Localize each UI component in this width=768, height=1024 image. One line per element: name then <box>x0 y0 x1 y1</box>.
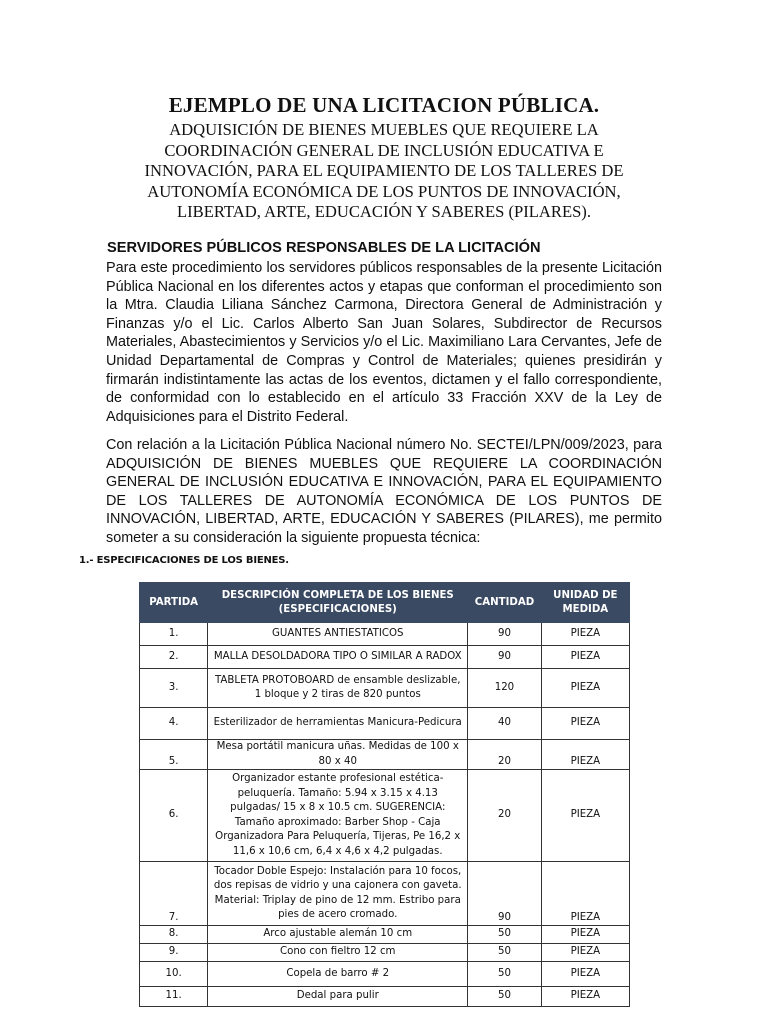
cell-partida: 8. <box>140 926 208 944</box>
cell-unidad: PIEZA <box>541 740 629 770</box>
paragraph-responsables: Para este procedimiento los servidores públicos responsables de la presente Licitación Pública Nacional en los diferentes actos y etapas que conforman el procedimiento son la Mtra. Claudia Liliana Sánchez Carmona, Directora General de Administración y Finanzas y/o el Lic. Carlos Alberto San Juan Solares, Subdirector de Recursos Materiales, Abastecimientos y Servicios y/o el Lic. Maximiliano Lara Cervantes, Jefe de Unidad Departamental de Compras y Control de Materiales; quienes presidirán y firmarán indistintamente las actas de los eventos, dictamen y el fallo correspondiente, de conformidad con lo establecido en el artículo 33 Fracción XXV de la Ley de Adquisiciones para el Distrito Federal. <box>106 260 662 425</box>
cell-descripcion: Organizador estante profesional estética-peluquería. Tamaño: 5.94 x 3.15 x 4.13 pulgadas/ 15 x 8 x 10.5 cm. SUGERENCIA: Tamaño aproximado: Barber Shop - Caja Organizadora Para Peluquería, Tijeras, Pe 16,2 x 11,6 x 10,6 cm, 6,4 x 4,6 x 4,2 pulgadas. <box>208 770 468 862</box>
table-header-row <box>140 583 630 623</box>
document-subtitle: ADQUISICIÓN DE BIENES MUEBLES QUE REQUIERE LA COORDINACIÓN GENERAL DE INCLUSIÓN EDUCATIVA E INNOVACIÓN, PARA EL EQUIPAMIENTO DE LOS TALLERES DE AUTONOMÍA ECONÓMICA DE LOS PUNTOS DE INNOVACIÓN, LIBERTAD, ARTE, EDUCACIÓN Y SABERES (PILARES). <box>144 120 624 221</box>
cell-partida: 4. <box>140 708 208 740</box>
specs-heading: 1.- ESPECIFICACIONES DE LOS BIENES. <box>79 555 289 566</box>
cell-partida: 3. <box>140 669 208 708</box>
cell-cantidad: 90 <box>468 646 542 669</box>
cell-descripcion: Esterilizador de herramientas Manicura-Pedicura <box>208 708 468 740</box>
cell-descripcion: GUANTES ANTIESTATICOS <box>208 623 468 646</box>
table-row <box>140 646 630 669</box>
cell-cantidad: 50 <box>468 926 542 944</box>
cell-cantidad: 90 <box>468 862 542 926</box>
cell-cantidad: 20 <box>468 770 542 862</box>
table-row <box>140 926 630 944</box>
cell-unidad: PIEZA <box>541 944 629 962</box>
table-row <box>140 669 630 708</box>
cell-descripcion: MALLA DESOLDADORA TIPO O SIMILAR A RADOX <box>208 646 468 669</box>
cell-cantidad: 120 <box>468 669 542 708</box>
cell-unidad: PIEZA <box>541 770 629 862</box>
cell-unidad: PIEZA <box>541 669 629 708</box>
cell-descripcion: TABLETA PROTOBOARD de ensamble deslizable, 1 bloque y 2 tiras de 820 puntos <box>208 669 468 708</box>
specs-table <box>139 582 630 1007</box>
cell-unidad: PIEZA <box>541 708 629 740</box>
header-partida: PARTIDA <box>140 583 208 623</box>
section-heading: SERVIDORES PÚBLICOS RESPONSABLES DE LA LICITACIÓN <box>107 240 541 256</box>
cell-descripcion: Dedal para pulir <box>208 987 468 1007</box>
cell-partida: 11. <box>140 987 208 1007</box>
table-row <box>140 862 630 926</box>
table-row <box>140 944 630 962</box>
cell-partida: 10. <box>140 962 208 987</box>
cell-partida: 7. <box>140 862 208 926</box>
cell-unidad: PIEZA <box>541 623 629 646</box>
cell-cantidad: 50 <box>468 962 542 987</box>
cell-cantidad: 90 <box>468 623 542 646</box>
document-title: EJEMPLO DE UNA LICITACION PÚBLICA. <box>168 93 600 117</box>
table-row <box>140 987 630 1007</box>
cell-unidad: PIEZA <box>541 646 629 669</box>
cell-descripcion: Arco ajustable alemán 10 cm <box>208 926 468 944</box>
cell-cantidad: 50 <box>468 987 542 1007</box>
cell-unidad: PIEZA <box>541 926 629 944</box>
cell-descripcion: Mesa portátil manicura uñas. Medidas de 100 x 80 x 40 <box>208 740 468 770</box>
cell-unidad: PIEZA <box>541 962 629 987</box>
cell-descripcion: Cono con fieltro 12 cm <box>208 944 468 962</box>
cell-cantidad: 50 <box>468 944 542 962</box>
cell-partida: 9. <box>140 944 208 962</box>
header-unidad: UNIDAD DE MEDIDA <box>541 583 629 623</box>
cell-partida: 2. <box>140 646 208 669</box>
header-cantidad: CANTIDAD <box>468 583 542 623</box>
cell-descripcion: Copela de barro # 2 <box>208 962 468 987</box>
cell-partida: 6. <box>140 770 208 862</box>
cell-partida: 1. <box>140 623 208 646</box>
cell-unidad: PIEZA <box>541 862 629 926</box>
header-descripcion: DESCRIPCIÓN COMPLETA DE LOS BIENES (ESPECIFICACIONES) <box>208 583 468 623</box>
cell-descripcion: Tocador Doble Espejo: Instalación para 10 focos, dos repisas de vidrio y una cajonera con gaveta. Material: Triplay de pino de 12 mm. Estribo para pies de acero cromado. <box>208 862 468 926</box>
table-row <box>140 740 630 770</box>
cell-unidad: PIEZA <box>541 987 629 1007</box>
paragraph-propuesta: Con relación a la Licitación Pública Nacional número No. SECTEI/LPN/009/2023, para ADQUISICIÓN DE BIENES MUEBLES QUE REQUIERE LA COORDINACIÓN GENERAL DE INCLUSIÓN EDUCATIVA E INNOVACIÓN, PARA EL EQUIPAMIENTO DE LOS TALLERES DE AUTONOMÍA ECONÓMICA DE LOS PUNTOS DE INNOVACIÓN, LIBERTAD, ARTE, EDUCACIÓN Y SABERES (PILARES), me permito someter a su consideración la siguiente propuesta técnica: <box>106 437 662 546</box>
table-row <box>140 708 630 740</box>
cell-partida: 5. <box>140 740 208 770</box>
cell-cantidad: 40 <box>468 708 542 740</box>
cell-cantidad: 20 <box>468 740 542 770</box>
table-row <box>140 623 630 646</box>
table-row <box>140 962 630 987</box>
table-row <box>140 770 630 862</box>
